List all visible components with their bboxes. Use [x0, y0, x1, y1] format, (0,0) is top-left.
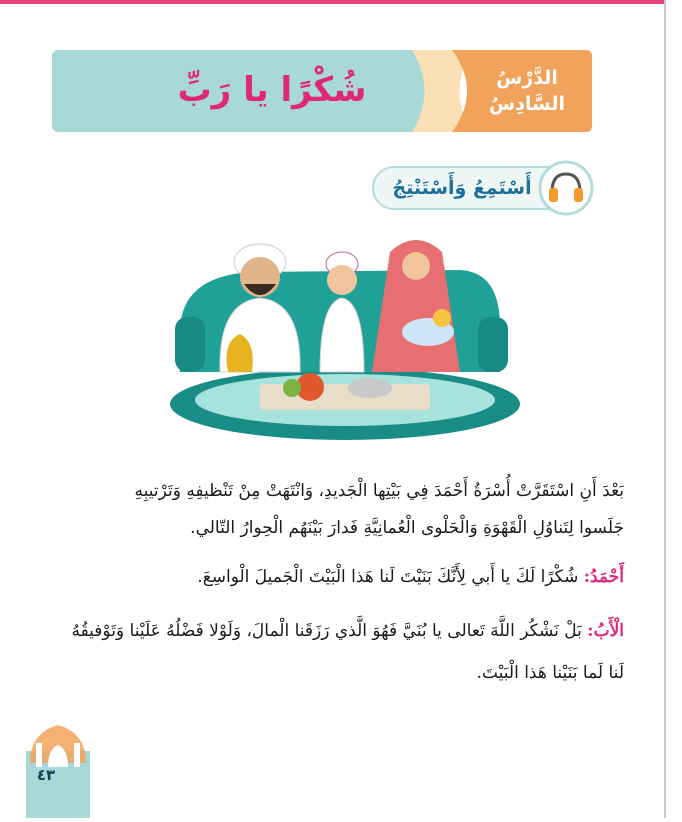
lesson-banner [52, 48, 592, 134]
lesson-title: شُكْرًا يا رَبِّ [177, 70, 367, 110]
lesson-label-line2: السَّادِسُ [488, 93, 566, 115]
lesson-label-line1: الدَّرْسُ [496, 67, 558, 89]
dialogue-text: شُكْرًا لَكَ يا أَبي لِأَنَّكَ بَنَيْتَ لَنا هَذا الْبَيْتَ الْجَميلَ الْواسِعَ. [197, 567, 579, 587]
intro-paragraph [54, 473, 624, 547]
section-header [372, 160, 594, 216]
speaker-name: الْأَبُ: [587, 621, 624, 641]
dialogue-line-father [49, 610, 624, 694]
section-title: أَسْتَمِعُ وَأَسْتَنْتِجُ [392, 177, 532, 199]
intro-line: بَعْدَ أَنِ اسْتَقَرَّتْ أُسْرَةُ أَحْمَدَ فِي بَيْتِها الْجَديدِ، وَانْتَهَتْ مِنْ تَنْظيفِهِ وَتَرْتيبِهِ [134, 481, 624, 501]
speaker-name: أَحْمَدُ: [583, 567, 624, 587]
dialogue-line-ahmad [54, 559, 624, 596]
lesson-number-badge [462, 48, 592, 134]
headphones-icon [538, 160, 594, 216]
page-number: ٤٣ [36, 766, 56, 784]
family-illustration [160, 222, 520, 444]
dialogue-text: بَلْ نَشْكُر اللَّهَ تَعالى يا بُنَيَّ فَهُوَ الَّذي رَزَقَنا الْمالَ، وَلَوْلا فَضْلُهُ عَلَيْنا وَتَوْفيقُهُ [71, 621, 582, 641]
dialogue-text: لَنا لَما بَنَيْنا هَذا الْبَيْتَ. [476, 663, 624, 683]
intro-line: جَلَسوا لِتَناوُلِ الْقَهْوَةِ وَالْحَلْوى الْعُمانِيَّةِ فَدارَ بَيْنَهُم الْحِوارُ التّالي. [190, 518, 624, 538]
page-edge [664, 0, 666, 818]
top-divider [0, 0, 665, 4]
